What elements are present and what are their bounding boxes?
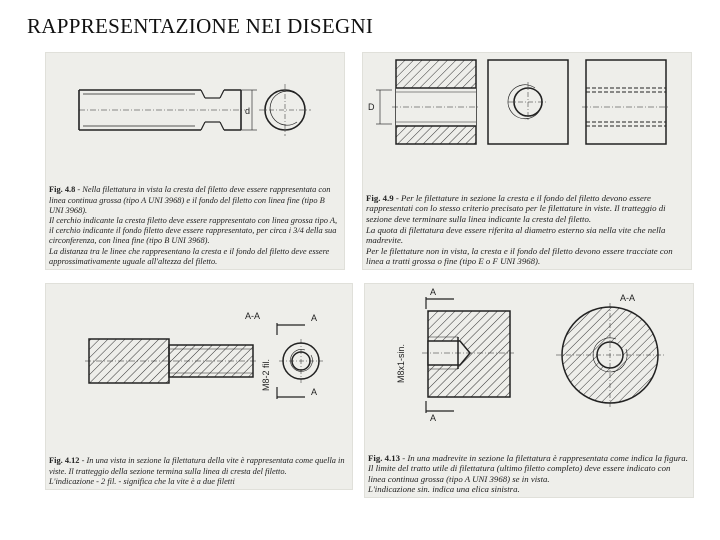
figure-number: Fig. 4.8 <box>49 185 76 195</box>
figure-4-12-caption <box>49 456 349 487</box>
caption-text: - Nella filettatura in vista la cresta del filetto deve essere rappresentata con linea continua grossa (tipo A UNI 3968) e il fondo del filetto con linea fine (tipo B UNI 3968). <box>49 185 331 215</box>
section-label: A-A <box>245 311 261 321</box>
caption-paragraph: La distanza tra le linee che rappresentano la cresta e il fondo del filetto deve essere approssimativamente uguale all'altezza del filetto. <box>49 246 330 266</box>
thread-designation-label: M8x1-sin. <box>396 343 406 383</box>
figure-4-13-panel <box>364 283 694 498</box>
bolt-threaded-view-drawing <box>45 52 345 152</box>
figure-number: Fig. 4.9 <box>366 192 394 203</box>
caption-paragraph: Il cerchio indicante la cresta filetto deve essere rappresentato con linea grossa tipo A, il cerchio indicante il fondo filetto deve essere rappresentato, per circa i 3/4 della sua circonferenza, con linea fine (tipo B UNI 3968). <box>49 215 338 246</box>
screw-section-drawing <box>45 283 353 423</box>
section-marker-top: A <box>311 313 318 323</box>
caption-text: - Per le filettature in sezione la cresta e il fondo del filetto devono essere rappresentati con lo stesso criterio precisato per le filettature in viste. Il tratteggio di sezione deve terminare sulla linea indicante la cresta del filetto. <box>366 192 666 225</box>
figure-number: Fig. 4.12 <box>49 456 80 466</box>
threaded-hole-section-drawing <box>364 283 694 423</box>
figure-4-9-panel <box>362 52 692 270</box>
section-marker-bottom: A <box>311 387 318 397</box>
figure-4-8-panel <box>45 52 345 270</box>
dimension-label-D: D <box>368 102 375 112</box>
thread-designation-label: M8-2 fil. <box>261 358 271 391</box>
nut-section-drawing <box>362 52 692 152</box>
caption-text: - In una vista in sezione la filettatura della vite è rappresentata come quella in viste. Il tratteggio della sezione termina sulla linea di cresta del filetto. <box>49 456 345 476</box>
figure-4-12-panel <box>45 283 353 490</box>
section-marker-top: A <box>430 287 437 297</box>
caption-paragraph: L'indicazione - 2 fil. - significa che la vite è a due filetti <box>49 476 235 486</box>
caption-paragraph: La quota di filettatura deve essere riferita al diametro esterno sia nella vite che nella madrevite. <box>366 224 666 246</box>
caption-paragraph: L'indicazione sin. indica una elica sinistra. <box>368 484 520 495</box>
figure-number: Fig. 4.13 <box>368 452 401 463</box>
figure-4-8-caption <box>49 185 341 267</box>
caption-paragraph: Per le filettature non in vista, la cresta e il fondo del filetto devono essere tracciate con linea a tratti grossa o fine (tipo E o F UNI 3968). <box>366 245 673 267</box>
slide-title: RAPPRESENTAZIONE NEI DISEGNI <box>27 14 374 38</box>
caption-text: - In una madrevite in sezione la filettatura è rappresentata come indica la figura. Il limite del tratto utile di filettatura (ultimo filetto completo) deve essere indicato con linea continua grossa (tipo A UNI 3968) se in vista. <box>368 452 688 484</box>
figure-4-13-caption <box>368 453 690 495</box>
figure-4-9-caption <box>366 193 688 267</box>
section-label: A-A <box>620 293 636 303</box>
dimension-label-d: d <box>245 106 251 116</box>
section-marker-bottom: A <box>430 413 437 423</box>
